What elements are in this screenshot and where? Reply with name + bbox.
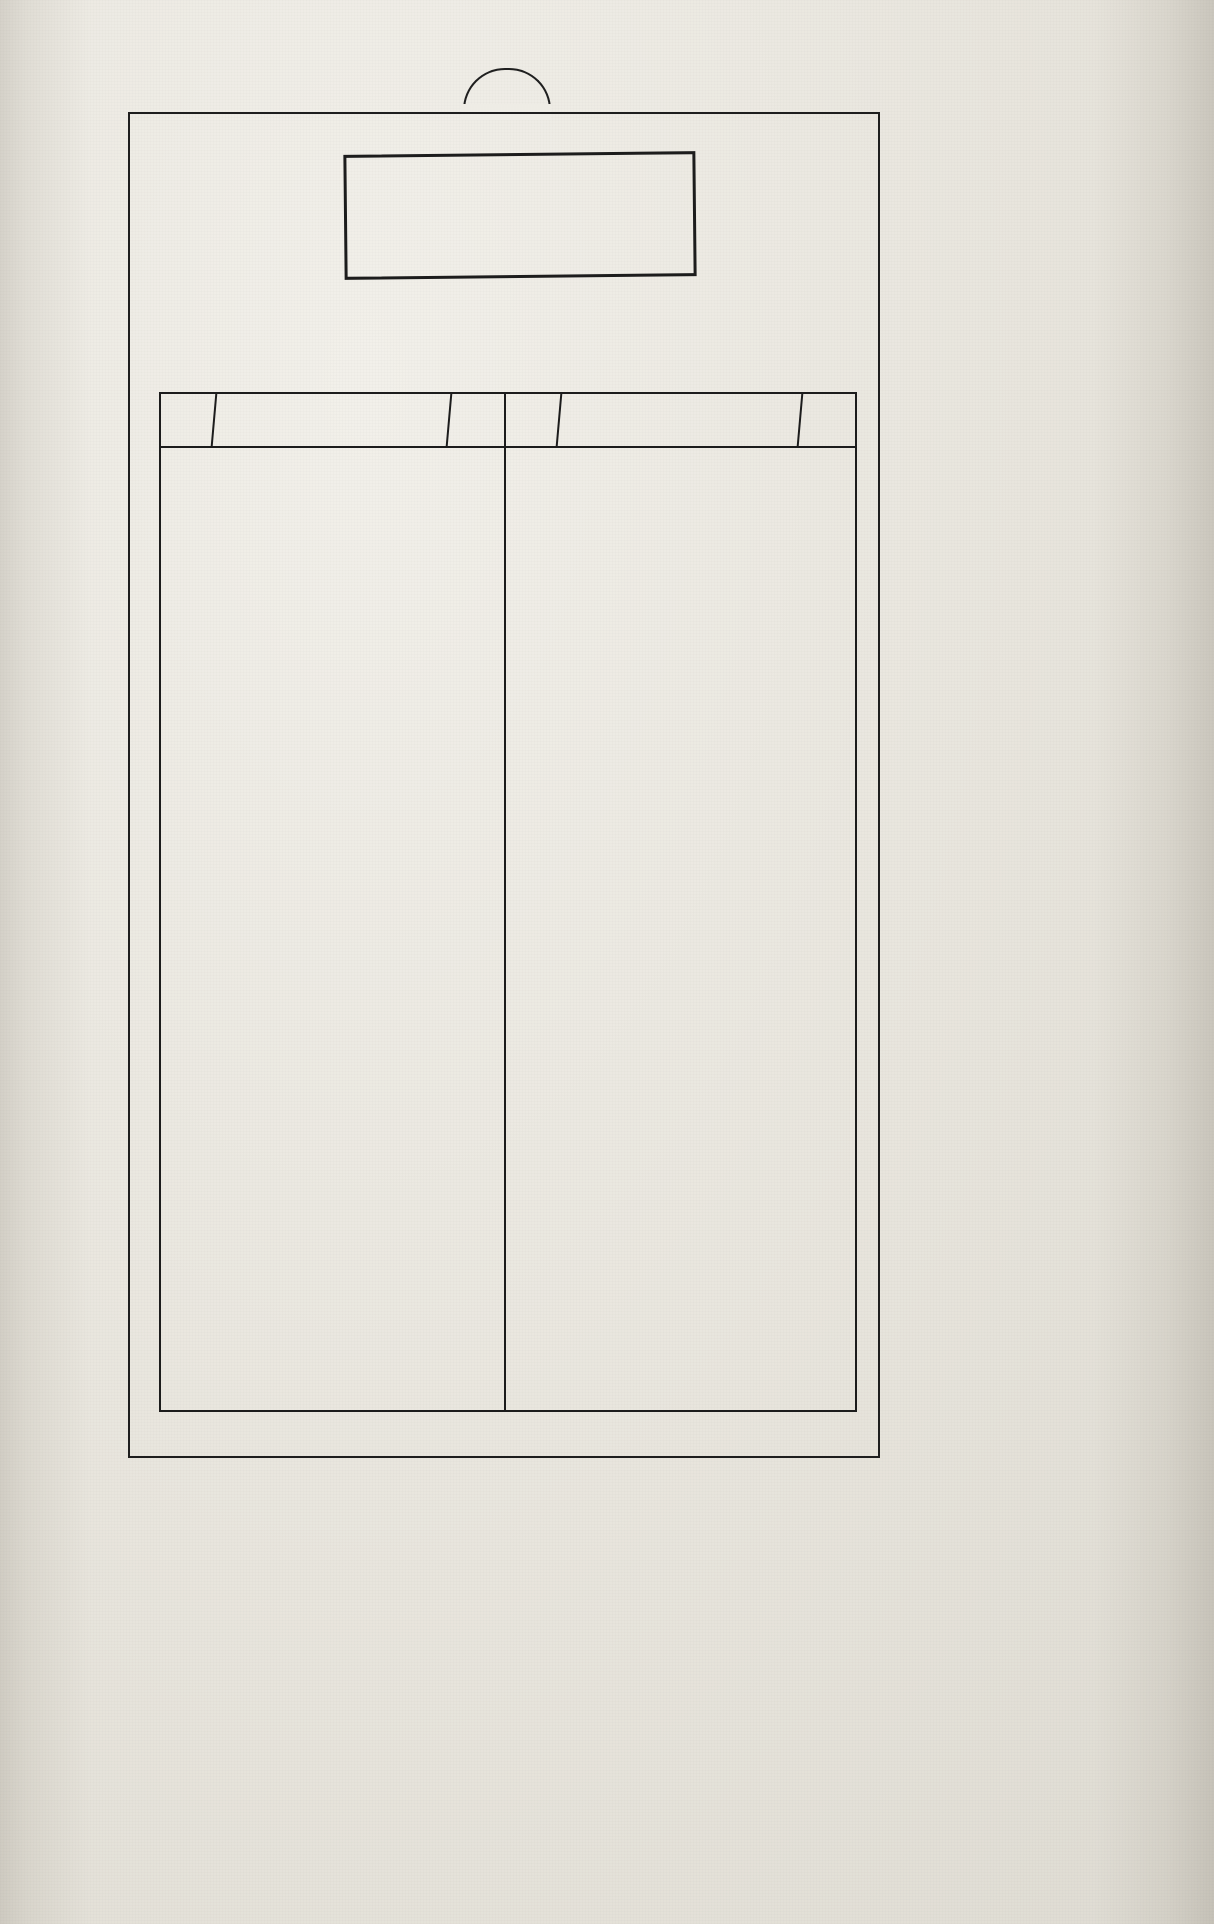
header-title-left [211,394,451,446]
toc-rows-left [161,448,504,1410]
toc-rows-right [506,448,855,1410]
page-title-box [343,151,696,280]
header-page-left [159,394,216,446]
toc-panel-left [161,394,504,1410]
toc-header-row-right [506,394,855,448]
toc-panel-right [504,394,855,1410]
toc-header-row-left [161,394,504,448]
header-page-right [504,394,561,446]
header-serial-left [446,394,507,446]
header-serial-right [797,394,858,446]
header-title-right [556,394,802,446]
table-of-contents [159,392,857,1412]
